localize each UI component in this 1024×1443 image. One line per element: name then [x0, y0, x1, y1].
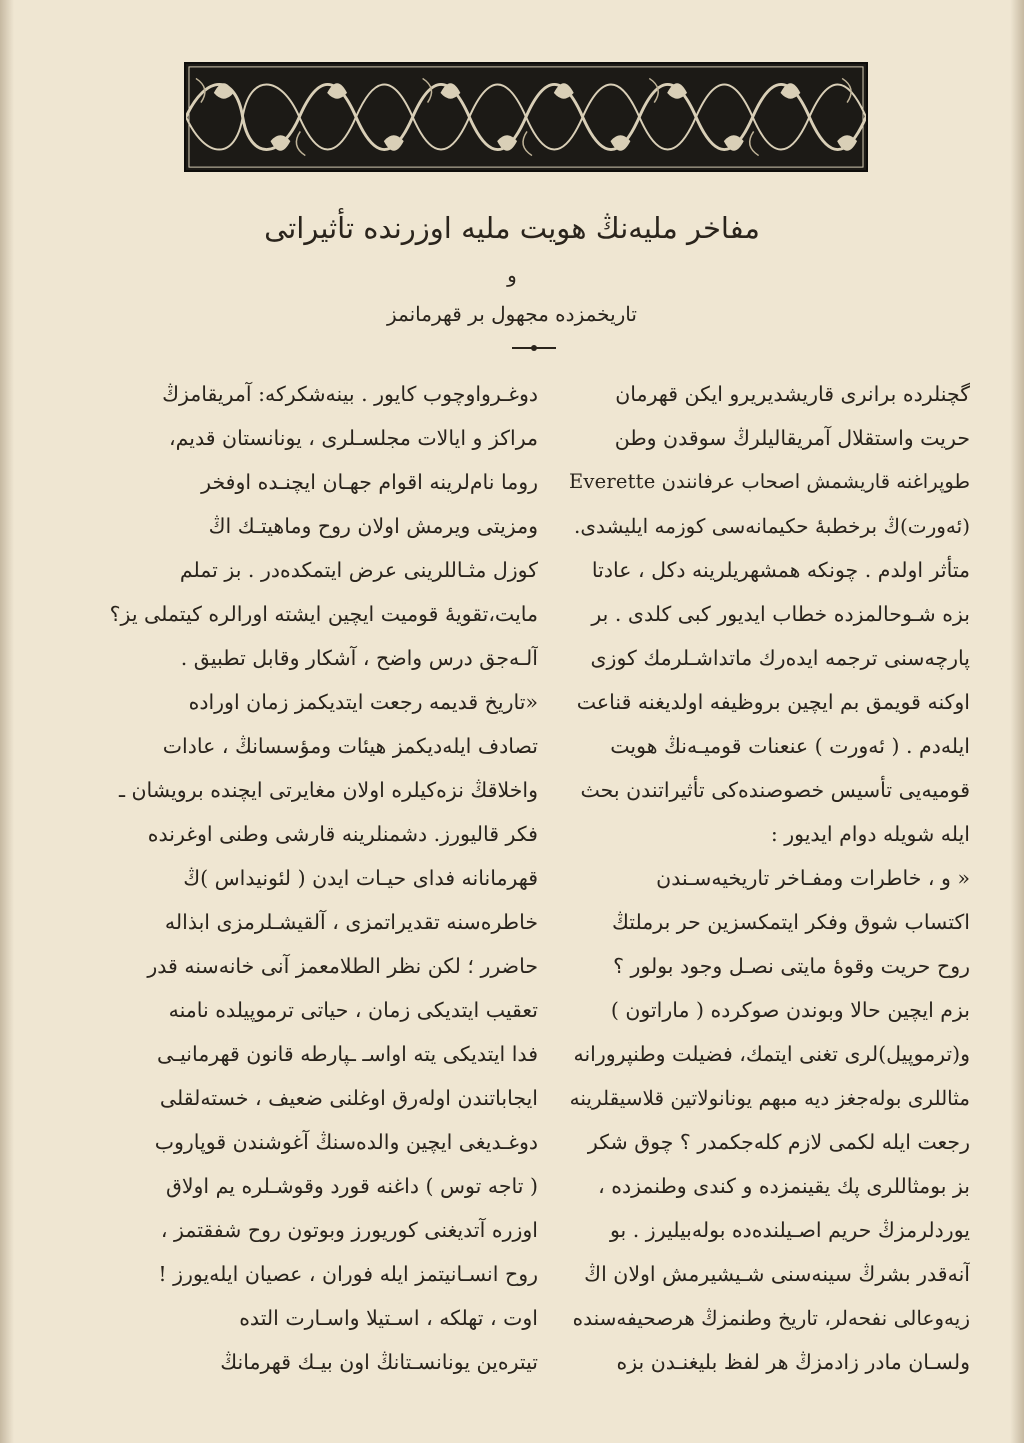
text-line: كوزل مثـاللرينى عرض ايتمكده‌در . بز تملم [179, 558, 538, 582]
title-divider-flourish [510, 344, 558, 352]
text-line: مثاللرى بوله‌جغز ديه مبهم يونانولاتين قلاسيقلرينه [569, 1086, 970, 1110]
text-line: بزم ايچين حالا وبوندن صوكرده ( ماراتون ) [610, 998, 970, 1022]
text-line: بزه شـوحالمزده خطاب ايديور كبى كلدى . بر [591, 602, 970, 626]
text-line: حريت واستقلال آمريقاليلرڭ سوقدن وطن [614, 426, 970, 450]
text-line: زيه‌وعالى نفحه‌لر، تاريخ وطنمزڭ هرصحيفه‌سنده [572, 1306, 970, 1330]
text-line: دوغـديغى ايچين والده‌سنڭ آغوشندن قوپاروب [154, 1130, 538, 1154]
text-column-left [104, 372, 538, 1384]
text-line: ولسـان مادر زادمزڭ هر لفظ بليغنـدن بزه [616, 1350, 970, 1374]
text-line: روح حريت وقوهٔ مايتى نصـل وجود بولور ؟ [613, 954, 970, 978]
text-line: مراكز و ايالات مجلسـلرى ، يونانستان قديم، [169, 426, 538, 450]
text-line: حاضرر ؛ لكن نظر الطلامعمز آنى خانه‌سنه قدر [147, 954, 538, 978]
text-line: آنه‌قدر بشرڭ سينه‌سنى شـيشيرمش اولان اڭ [584, 1262, 970, 1286]
text-line: متأثر اولدم . چونكه همشهريلرينه دكل ، عادتا [591, 558, 970, 582]
text-line: خاطره‌سنه تقديراتمزى ، آلقيشـلرمزى ابذاله [164, 910, 538, 934]
text-line: تعقيب ايتديكى زمان ، حياتى ترموپيلده نامنه [168, 998, 538, 1022]
text-line: فدا ايتديكى يته اواسـ ـپارطه قانون قهرمانيـى [157, 1042, 538, 1066]
text-line: قهرمانانه فداى حيـات ايدن ( لئونيداس )ڭ [183, 866, 538, 890]
article-title: مفاخر مليه‌نڭ هويت مليه اوزرنده تأثيراتى [264, 211, 760, 245]
text-line: روح انسـانيتمز ايله فوران ، عصيان ايله‌يورز ! [158, 1262, 538, 1286]
text-line: و(ترموپيل)لرى تغنى ايتمك، فضيلت وطنپرورانه [573, 1042, 970, 1066]
text-line: ايله شويله دوام ايديور : [770, 822, 970, 846]
text-line: «تاريخ قديمه رجعت ايتديكمز زمان اوراده [188, 690, 538, 714]
text-line: يوردلرمزڭ حريم اصـيلنده‌ده بوله‌بيليرز . بو [609, 1218, 970, 1242]
text-line: گچنلرده برانرى قاريشديريرو ايكن قهرمان [615, 382, 970, 406]
text-line: ( تاجه توس ) داغنه قورد وقوشـلره يم اولاق [165, 1174, 538, 1198]
text-line: پارچه‌سنى ترجمه ايده‌رك ماتداشـلرمك كوزى [590, 646, 970, 670]
text-line: رجعت ايله لكمى لازم كله‌جكمدر ؟ چوق شكر [587, 1130, 970, 1154]
text-line: ايلەدم . ( ئەورت ) عنعنات قوميـه‌نڭ هويت [610, 734, 970, 758]
text-line: « و ، خاطرات ومفـاخر تاريخيه‌سـندن [656, 866, 970, 890]
text-line: اوزره آتديغنى كوريورز وبوتون روح شفقتمز ، [160, 1218, 538, 1242]
text-line: روما نام‌لرينه اقوام جهـان ايچنـده ‌اوفخر [201, 470, 538, 494]
article-subtitle: تاريخمزده مجهول بر قهرمانمز [387, 302, 637, 326]
text-line: اكتساب شوق وفكر ايتمكسزين حر برملتڭ [612, 910, 970, 934]
page-edge-shadow-right [1010, 0, 1024, 1443]
text-line: مايت،تقويهٔ قوميت ايچين ايشته اورالره كيتملى يز؟ [109, 602, 538, 626]
text-line: فكر قاليورز. دشمنلرينه قارشى وطنى اوغرنده [147, 822, 538, 846]
page-edge-shadow-left [0, 0, 14, 1443]
text-line: اوت ، تهلكه ، اسـتيلا واسـارت التده [239, 1306, 538, 1330]
arabesque-pattern [186, 64, 866, 170]
text-line: ايجاباتندن اوله‌رق اوغلنى ضعيف ، خسته‌لقلى [159, 1086, 538, 1110]
text-line: قوميه‌يى تأسيس خصوصنده‌كى تأثيراتندن بحث [580, 778, 970, 802]
text-line: واخلاقڭ نزه‌كيلره اولان مغايرتى ايچنده برويشان ـ [118, 778, 538, 802]
text-line: آلـه‌جق درس واضح ، آشكار وقابل تطبيق . [180, 646, 538, 670]
text-line: (ئەورت)ڭ برخطبهٔ حكيمانه‌سى كوزمه ايليشدى. [574, 514, 970, 538]
title-conjunction: و [507, 263, 517, 287]
text-line: بز بومثاللرى پك يقينمزده و كندى وطنمزده ، [598, 1174, 970, 1198]
text-line: تصادف ايله‌ديكمز هيئات ومؤسسانڭ ، عادات [162, 734, 538, 758]
text-column-right [566, 372, 970, 1384]
text-line: ومزيتى ويرمش اولان روح وماهيتـك اڭ [208, 514, 538, 538]
text-line: اوكنه قويمق بم ايچين بروظيفه اولديغنه قناعت [576, 690, 970, 714]
text-line: تيتره‌ين يونانسـتانڭ اون بيـك قهرمانڭ [220, 1350, 538, 1374]
arabesque-header-ornament [184, 62, 868, 172]
text-line: طوپراغنه قاريشمش اصحاب عرفانندن Everette [568, 470, 970, 493]
text-line: دوغـرواوچوب كايور . بينه‌شكركه: آمريقامزڭ [162, 382, 538, 406]
